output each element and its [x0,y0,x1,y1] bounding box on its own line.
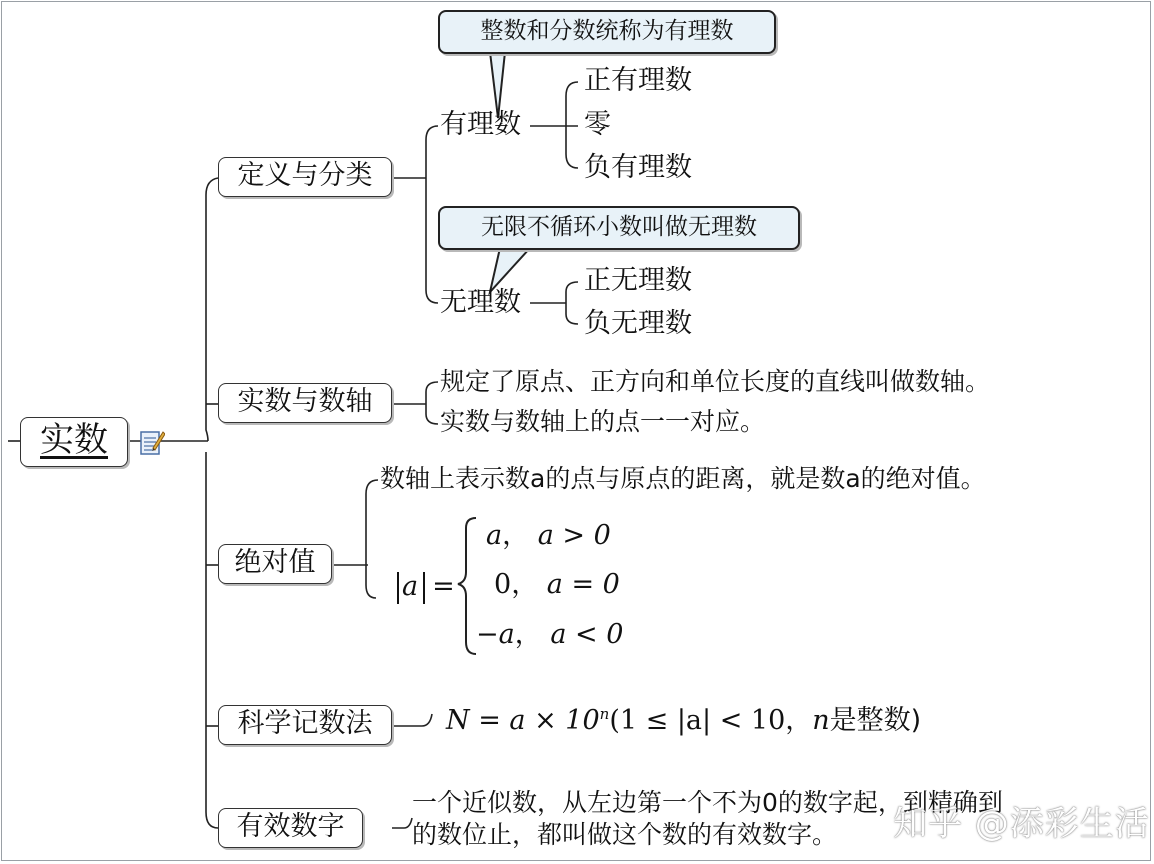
irrational-child-negative[interactable]: 负无理数 [584,308,692,339]
case-1-condition: a > 0 [537,520,611,551]
rational-child-zero[interactable]: 零 [584,109,611,140]
case-2-condition: a = 0 [546,569,620,600]
node-significant-figures[interactable] [218,808,363,848]
scientific-connector [392,714,432,726]
absolute-definition[interactable]: 数轴上表示数a的点与原点的距离，就是数a的绝对值。 [380,464,986,493]
formula-n: n [812,705,830,736]
note-icon[interactable] [139,428,165,456]
irrational-label[interactable]: 无理数 [440,287,521,318]
significant-connector [392,818,412,828]
irrational-fork [530,282,578,324]
rational-child-negative[interactable]: 负有理数 [584,152,692,183]
absolute-fork [332,480,378,598]
number-line-text-2[interactable]: 实数与数轴上的点一一对应。 [440,407,766,436]
significant-text-2[interactable]: 的数位止，都叫做这个数的有效数字。 [412,820,838,849]
case-3-condition: a < 0 [550,619,624,650]
trunk-lower [206,452,218,828]
main-trunk [206,178,218,441]
node-absolute-value[interactable] [218,544,332,584]
rational-fork [530,82,578,168]
rational-label[interactable]: 有理数 [440,109,521,140]
cases-brace [458,518,476,654]
number-line-text-1[interactable]: 规定了原点、正方向和单位长度的直线叫做数轴。 [440,367,991,396]
node-absolute-value-label: 绝对值 [234,547,316,578]
node-significant-figures-label: 有效数字 [236,811,345,842]
case-1-value: a [486,520,503,551]
node-definition-label: 定义与分类 [237,160,373,191]
significant-text-1[interactable]: 一个近似数，从左边第一个不为0的数字起，到精确到 [412,788,1003,817]
node-scientific-notation-label: 科学记数法 [237,708,373,739]
node-definition[interactable] [218,157,392,197]
formula-exponent: n [599,705,610,723]
scientific-formula [446,697,921,738]
root-node[interactable] [20,417,128,467]
formula-main: N = a × 10 [446,705,600,736]
case-3: −a， a < 0 [476,619,624,650]
irrational-callout: 无限不循环小数叫做无理数 [438,206,800,250]
rational-child-positive[interactable]: 正有理数 [584,65,692,96]
formula-tail: 是整数) [829,705,922,736]
case-2-value: 0 [494,569,512,600]
root-label: 实数 [40,420,108,460]
case-2: 0， a = 0 [494,569,620,600]
node-number-line-label: 实数与数轴 [237,386,373,417]
rational-callout: 整数和分数统称为有理数 [438,10,776,54]
number-line-fork [392,382,438,424]
watermark: 知乎 @添彩生活 [893,804,1150,844]
absolute-formula-lhs: a = [402,571,455,602]
definition-fork [426,126,438,303]
irrational-child-positive[interactable]: 正无理数 [584,265,692,296]
node-scientific-notation[interactable] [218,705,392,745]
case-1: a， a > 0 [486,520,611,551]
node-number-line[interactable] [218,383,392,423]
formula-condition: (1 ≤ |a| < 10， [609,705,813,736]
case-3-value: −a [476,619,515,650]
